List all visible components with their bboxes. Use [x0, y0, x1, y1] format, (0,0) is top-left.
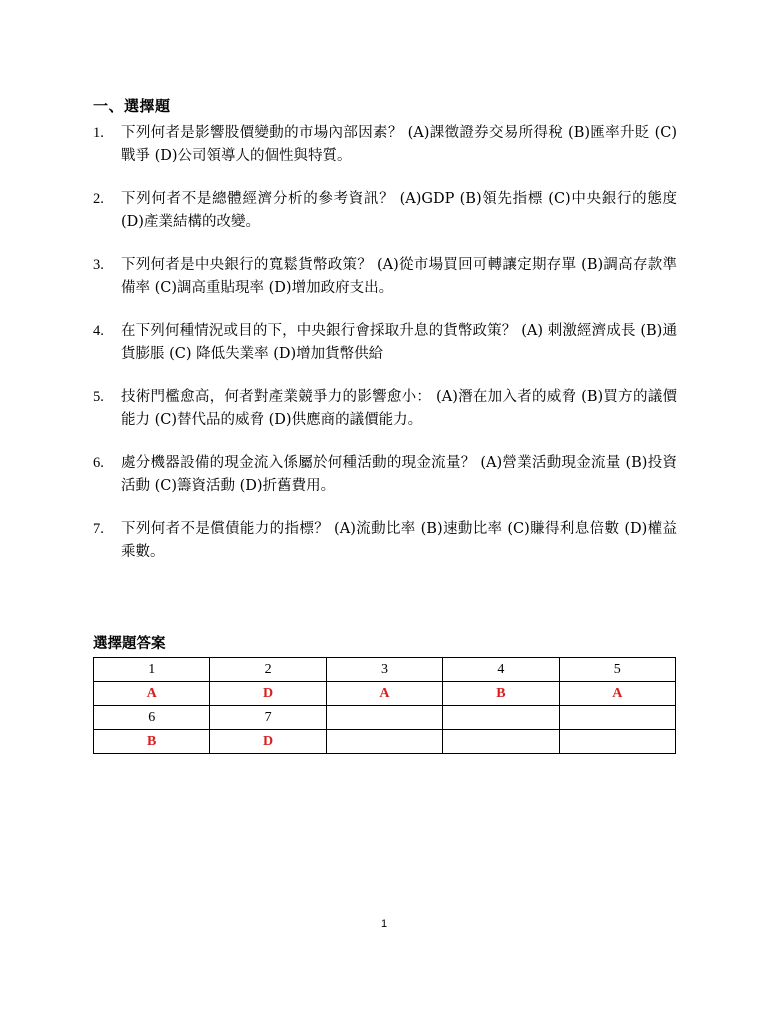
- answer-cell: A: [326, 682, 442, 706]
- question-item: [93, 386, 677, 432]
- table-cell: 5: [559, 658, 675, 682]
- answer-table: [93, 657, 676, 754]
- question-text: 處分機器設備的現金流入係屬於何種活動的現金流量？ (A)營業活動現金流量 (B)投資活動 (C)籌資活動 (D)折舊費用。: [121, 455, 677, 494]
- question-item: [93, 122, 677, 168]
- table-cell: 6: [94, 706, 210, 730]
- table-cell: 3: [326, 658, 442, 682]
- answer-cell: B: [443, 682, 559, 706]
- answer-cell: [443, 730, 559, 754]
- question-number: 5.: [93, 389, 104, 405]
- answer-cell: [559, 730, 675, 754]
- table-row: [94, 706, 676, 730]
- page-number: 1: [380, 918, 388, 930]
- table-cell: [559, 706, 675, 730]
- table-row: [94, 730, 676, 754]
- answer-cell: [326, 730, 442, 754]
- answer-cell: D: [210, 682, 326, 706]
- answer-cell: A: [559, 682, 675, 706]
- question-number: 2.: [93, 191, 104, 207]
- question-text: 下列何者是影響股價變動的市場內部因素？ (A)課徵證券交易所得稅 (B)匯率升貶 (C)戰爭 (D)公司領導人的個性與特質。: [121, 125, 677, 164]
- question-text: 下列何者不是總體經濟分析的參考資訊？ (A)GDP (B)領先指標 (C)中央銀行的態度 (D)產業結構的改變。: [121, 191, 677, 230]
- question-text: 在下列何種情況或目的下，中央銀行會採取升息的貨幣政策？ (A) 刺激經濟成長 (B)通貨膨脹 (C) 降低失業率 (D)增加貨幣供給: [121, 323, 677, 362]
- table-cell: [326, 706, 442, 730]
- question-text: 下列何者是中央銀行的寬鬆貨幣政策？ (A)從市場買回可轉讓定期存單 (B)調高存款準備率 (C)調高重貼現率 (D)增加政府支出。: [121, 257, 677, 296]
- question-item: [93, 320, 677, 366]
- answer-heading: 選擇題答案: [93, 635, 166, 652]
- question-number: 7.: [93, 521, 104, 537]
- table-row: [94, 682, 676, 706]
- question-item: [93, 518, 677, 564]
- table-cell: [443, 706, 559, 730]
- question-item: [93, 254, 677, 300]
- section-heading: 一、選擇題: [93, 97, 171, 115]
- question-item: [93, 452, 677, 498]
- table-row: [94, 658, 676, 682]
- table-cell: 1: [94, 658, 210, 682]
- question-list: [93, 122, 677, 584]
- question-item: [93, 188, 677, 234]
- table-cell: 4: [443, 658, 559, 682]
- question-text: 下列何者不是償債能力的指標？ (A)流動比率 (B)速動比率 (C)賺得利息倍數 (D)權益乘數。: [121, 521, 677, 560]
- question-number: 1.: [93, 125, 104, 141]
- table-cell: 2: [210, 658, 326, 682]
- question-number: 4.: [93, 323, 104, 339]
- question-number: 6.: [93, 455, 104, 471]
- question-number: 3.: [93, 257, 104, 273]
- table-cell: 7: [210, 706, 326, 730]
- question-text: 技術門檻愈高，何者對產業競爭力的影響愈小： (A)潛在加入者的威脅 (B)買方的議價能力 (C)替代品的威脅 (D)供應商的議價能力。: [121, 389, 677, 428]
- answer-cell: A: [94, 682, 210, 706]
- answer-cell: D: [210, 730, 326, 754]
- answer-cell: B: [94, 730, 210, 754]
